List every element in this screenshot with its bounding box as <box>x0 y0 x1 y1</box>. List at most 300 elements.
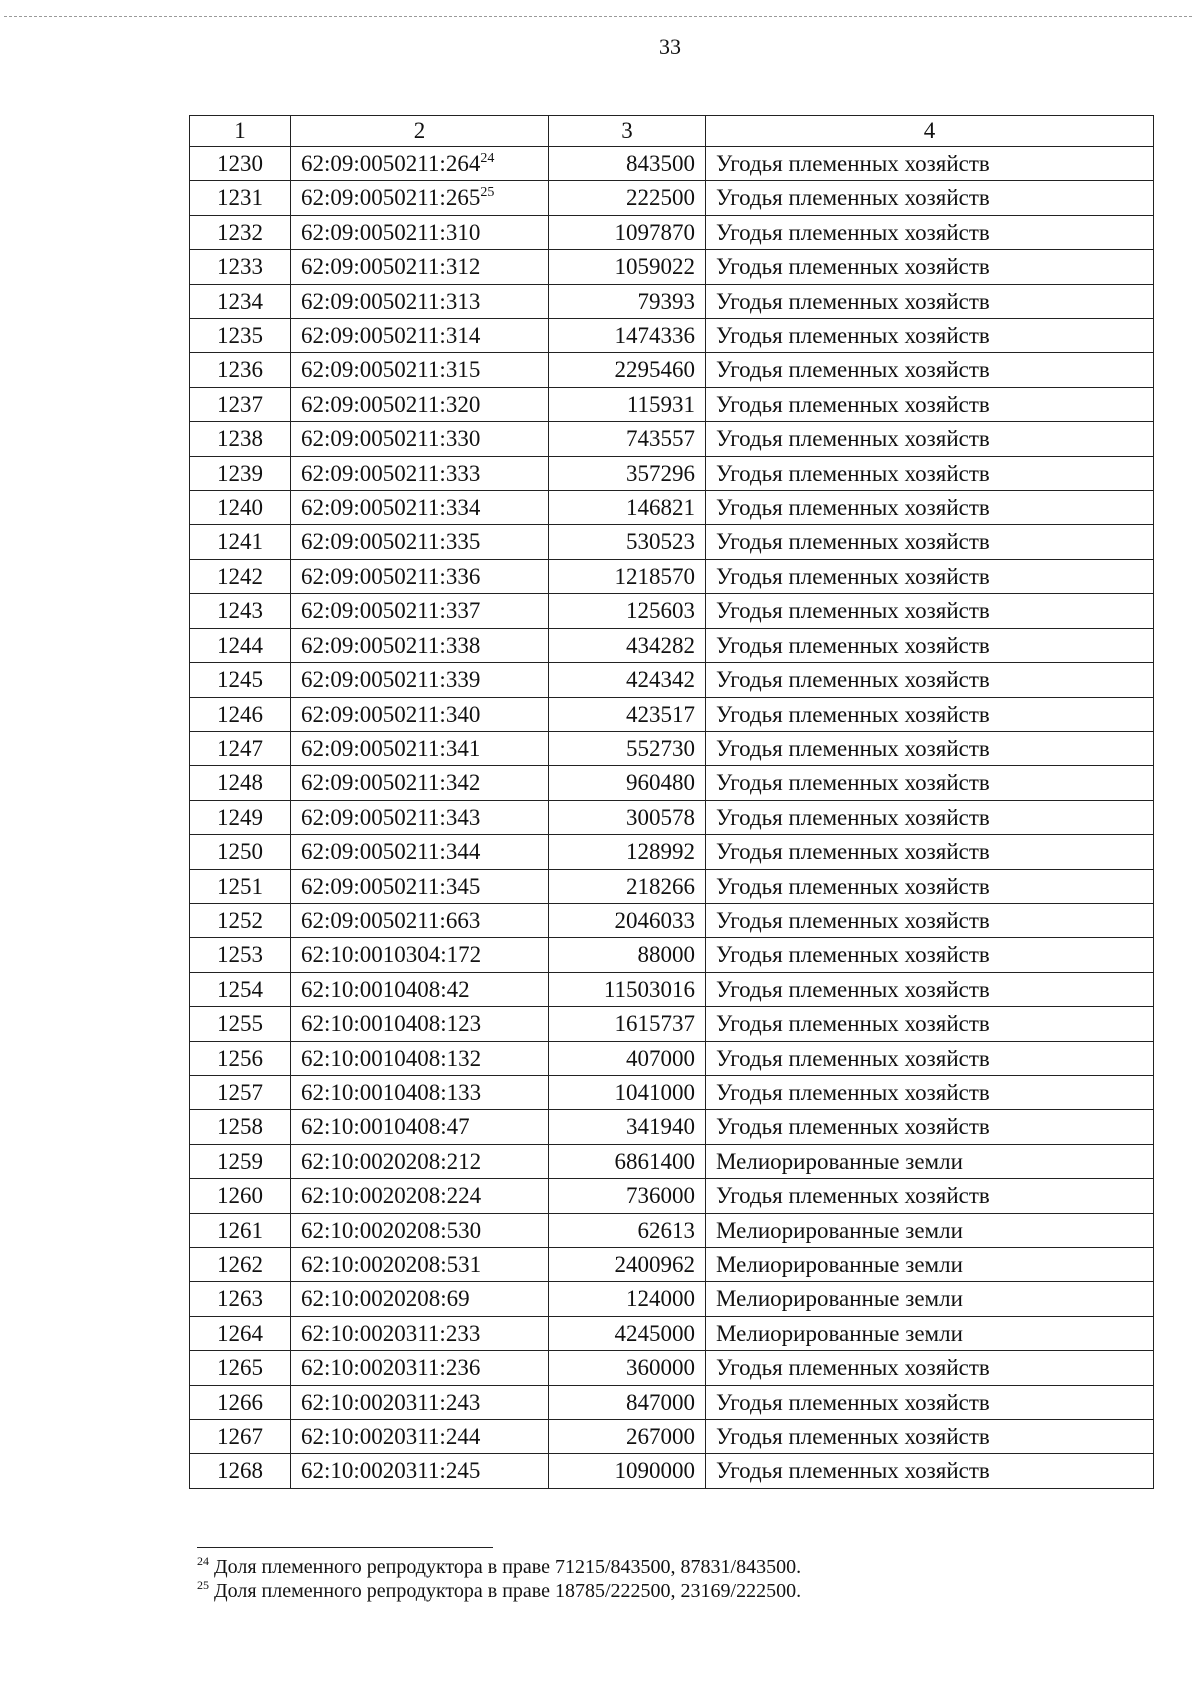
cadastral-number-cell <box>291 628 549 662</box>
land-category-cell <box>706 1213 1154 1247</box>
land-category-text: Мелиорированные земли <box>716 1217 963 1243</box>
cadastral-number-text: 62:10:0010408:133 <box>301 1079 482 1105</box>
area-cell <box>549 250 706 284</box>
area-cell <box>549 284 706 318</box>
cadastral-number-text: 62:09:0050211:337 <box>301 598 481 624</box>
area-text: 128992 <box>626 839 695 865</box>
cadastral-number-cell <box>291 972 549 1006</box>
cadastral-number-cell <box>291 387 549 421</box>
area-cell <box>549 1110 706 1144</box>
row-number-cell <box>190 422 291 456</box>
area-cell <box>549 1144 706 1178</box>
land-category-cell <box>706 594 1154 628</box>
row-number-text: 1248 <box>217 770 263 796</box>
table-header <box>190 116 1154 147</box>
row-number-cell <box>190 731 291 765</box>
row-number-text: 1244 <box>217 632 263 658</box>
row-number-text: 1252 <box>217 907 263 933</box>
table-row <box>190 353 1154 387</box>
land-category-text: Угодья племенных хозяйств <box>716 151 990 176</box>
footnote-marker: 25 <box>197 1578 209 1592</box>
cadastral-number-cell <box>291 1385 549 1419</box>
row-number-text: 1230 <box>217 151 263 176</box>
cadastral-number-cell <box>291 938 549 972</box>
row-number-text: 1251 <box>217 873 263 899</box>
table-row <box>190 1351 1154 1385</box>
column-header-3: 3 <box>549 116 706 147</box>
row-number-cell <box>190 284 291 318</box>
row-number-cell <box>190 835 291 869</box>
land-category-text: Угодья племенных хозяйств <box>716 426 990 452</box>
row-number-text: 1257 <box>217 1079 263 1105</box>
scan-top-rule <box>4 16 1192 17</box>
row-number-cell <box>190 697 291 731</box>
cadastral-number-cell <box>291 1454 549 1488</box>
cadastral-number-cell <box>291 731 549 765</box>
land-category-cell <box>706 147 1154 181</box>
row-number-text: 1264 <box>217 1320 263 1346</box>
row-number-text: 1260 <box>217 1183 263 1209</box>
cadastral-number-text: 62:09:0050211:310 <box>301 219 481 245</box>
area-text: 267000 <box>626 1424 695 1450</box>
land-category-cell <box>706 1179 1154 1213</box>
land-category-text: Угодья племенных хозяйств <box>716 1389 990 1415</box>
cadastral-number-cell <box>291 594 549 628</box>
area-cell <box>549 215 706 249</box>
cadastral-number-text: 62:10:0020208:531 <box>301 1252 482 1277</box>
land-category-text: Угодья племенных хозяйств <box>716 1114 990 1140</box>
cadastral-number-cell <box>291 1041 549 1075</box>
table-row <box>190 1179 1154 1213</box>
row-number-cell <box>190 800 291 834</box>
area-text: 357296 <box>626 460 695 486</box>
row-number-text: 1232 <box>217 219 263 245</box>
area-text: 1615737 <box>614 1011 695 1037</box>
row-number-cell <box>190 559 291 593</box>
land-category-cell <box>706 800 1154 834</box>
cadastral-number-text: 62:10:0020311:236 <box>301 1355 481 1381</box>
area-cell <box>549 1420 706 1454</box>
row-number-text: 1265 <box>217 1355 263 1381</box>
table-row <box>190 972 1154 1006</box>
land-category-text: Мелиорированные земли <box>716 1148 963 1174</box>
footnote-separator <box>197 1547 493 1548</box>
land-category-cell <box>706 731 1154 765</box>
area-cell <box>549 938 706 972</box>
area-text: 743557 <box>626 426 695 452</box>
table-row <box>190 594 1154 628</box>
cadastral-number-cell <box>291 1420 549 1454</box>
row-number-text: 1253 <box>217 942 263 968</box>
land-category-cell <box>706 938 1154 972</box>
footnote-marker: 24 <box>197 1554 209 1568</box>
land-category-text: Мелиорированные земли <box>716 1252 963 1277</box>
land-category-cell <box>706 697 1154 731</box>
land-category-cell <box>706 1316 1154 1350</box>
row-number-text: 1233 <box>217 254 263 280</box>
cadastral-number-text: 62:09:0050211:313 <box>301 288 481 314</box>
area-text: 125603 <box>626 598 695 624</box>
land-category-text: Угодья племенных хозяйств <box>716 701 990 727</box>
area-cell <box>549 663 706 697</box>
area-cell <box>549 1007 706 1041</box>
area-cell <box>549 1454 706 1488</box>
cadastral-number-text: 62:10:0020311:244 <box>301 1424 481 1450</box>
row-number-cell <box>190 628 291 662</box>
row-number-text: 1243 <box>217 598 263 624</box>
row-number-cell <box>190 1144 291 1178</box>
area-cell <box>549 1179 706 1213</box>
cadastral-number-cell <box>291 869 549 903</box>
land-category-text: Мелиорированные земли <box>716 1286 963 1312</box>
area-text: 530523 <box>626 529 695 555</box>
cadastral-number-text: 62:09:0050211:334 <box>301 495 481 521</box>
row-number-text: 1237 <box>217 391 263 417</box>
land-category-cell <box>706 1420 1154 1454</box>
area-text: 115931 <box>626 391 695 417</box>
land-category-cell <box>706 353 1154 387</box>
table-row <box>190 456 1154 490</box>
cadastral-number-cell <box>291 1110 549 1144</box>
area-cell <box>549 903 706 937</box>
table-row <box>190 800 1154 834</box>
cadastral-number-cell <box>291 147 549 181</box>
cadastral-number-cell <box>291 1282 549 1316</box>
row-number-cell <box>190 1454 291 1488</box>
table-row <box>190 1110 1154 1144</box>
cadastral-number-cell <box>291 422 549 456</box>
table-row <box>190 1248 1154 1282</box>
cadastral-number-cell <box>291 800 549 834</box>
cadastral-number-text: 62:09:0050211:343 <box>301 804 481 830</box>
cadastral-number-text: 62:09:0050211:339 <box>301 667 481 693</box>
cadastral-number-text: 62:10:0010408:47 <box>301 1114 470 1140</box>
area-text: 1041000 <box>614 1079 695 1105</box>
land-category-cell <box>706 1385 1154 1419</box>
row-number-text: 1242 <box>217 563 263 589</box>
footnote-text: Доля племенного репродуктора в праве 71215/843500, 87831/843500. <box>214 1556 802 1578</box>
cadastral-number-text: 62:09:0050211:338 <box>301 632 481 658</box>
table-row <box>190 250 1154 284</box>
row-number-text: 1250 <box>217 839 263 865</box>
row-number-cell <box>190 1420 291 1454</box>
area-text: 424342 <box>626 667 695 693</box>
land-category-text: Угодья племенных хозяйств <box>716 735 990 761</box>
land-category-cell <box>706 972 1154 1006</box>
land-category-cell <box>706 250 1154 284</box>
row-number-cell <box>190 250 291 284</box>
area-text: 736000 <box>626 1183 695 1209</box>
row-number-text: 1268 <box>217 1458 263 1484</box>
cadastral-number-text: 62:10:0020208:530 <box>301 1217 482 1243</box>
area-text: 6861400 <box>614 1148 695 1174</box>
row-number-cell <box>190 1007 291 1041</box>
area-text: 1090000 <box>614 1458 695 1484</box>
row-number-text: 1255 <box>217 1011 263 1037</box>
area-text: 847000 <box>626 1389 695 1415</box>
area-text: 124000 <box>626 1286 695 1312</box>
land-category-cell <box>706 284 1154 318</box>
area-cell <box>549 559 706 593</box>
land-category-cell <box>706 525 1154 559</box>
cadastral-number-cell <box>291 697 549 731</box>
cadastral-number-text: 62:09:0050211:663 <box>301 907 481 933</box>
land-category-text: Угодья племенных хозяйств <box>716 495 990 521</box>
cadastral-number-text: 62:09:0050211:314 <box>301 323 481 349</box>
area-cell <box>549 1075 706 1109</box>
area-text: 146821 <box>626 495 695 521</box>
table-row <box>190 422 1154 456</box>
table-row <box>190 1213 1154 1247</box>
land-category-text: Угодья племенных хозяйств <box>716 1183 990 1209</box>
cadastral-number-text: 62:09:0050211:335 <box>301 529 481 555</box>
row-number-text: 1235 <box>217 323 263 349</box>
row-number-cell <box>190 1110 291 1144</box>
land-category-cell <box>706 766 1154 800</box>
area-cell <box>549 353 706 387</box>
land-category-cell <box>706 1007 1154 1041</box>
row-number-cell <box>190 972 291 1006</box>
area-text: 218266 <box>626 873 695 899</box>
table-row <box>190 559 1154 593</box>
land-category-text: Угодья племенных хозяйств <box>716 1355 990 1381</box>
land-category-cell <box>706 181 1154 215</box>
area-cell <box>549 594 706 628</box>
land-category-cell <box>706 628 1154 662</box>
land-category-cell <box>706 491 1154 525</box>
row-number-cell <box>190 1282 291 1316</box>
row-number-text: 1241 <box>217 529 263 555</box>
area-text: 407000 <box>626 1045 695 1071</box>
table-row <box>190 215 1154 249</box>
table-row <box>190 903 1154 937</box>
row-number-cell <box>190 1385 291 1419</box>
row-number-text: 1245 <box>217 667 263 693</box>
cadastral-number-cell <box>291 903 549 937</box>
cadastral-number-text: 62:10:0020311:243 <box>301 1389 481 1415</box>
area-text: 62613 <box>637 1217 695 1243</box>
area-text: 2295460 <box>614 357 695 383</box>
land-category-text: Угодья племенных хозяйств <box>716 219 990 245</box>
row-number-cell <box>190 147 291 181</box>
table-row <box>190 387 1154 421</box>
cadastral-number-text: 62:09:0050211:342 <box>301 770 481 796</box>
table-row <box>190 181 1154 215</box>
cadastral-number-text: 62:09:0050211:336 <box>301 563 481 589</box>
table-row <box>190 869 1154 903</box>
row-number-text: 1234 <box>217 288 263 314</box>
table-row <box>190 663 1154 697</box>
cadastral-number-cell <box>291 835 549 869</box>
column-header-4: 4 <box>706 116 1154 147</box>
area-text: 552730 <box>626 735 695 761</box>
row-number-cell <box>190 491 291 525</box>
land-category-text: Угодья племенных хозяйств <box>716 185 990 211</box>
footnote-text: Доля племенного репродуктора в праве 18785/222500, 23169/222500. <box>214 1580 802 1602</box>
area-text: 2046033 <box>614 907 695 933</box>
area-cell <box>549 835 706 869</box>
land-category-cell <box>706 215 1154 249</box>
land-category-text: Угодья племенных хозяйств <box>716 288 990 314</box>
row-number-cell <box>190 525 291 559</box>
row-number-text: 1238 <box>217 426 263 452</box>
cadastral-number-text: 62:09:0050211:333 <box>301 460 481 486</box>
cadastral-number-text: 62:09:0050211:265 <box>301 185 481 211</box>
cadastral-number-cell <box>291 1007 549 1041</box>
column-header-2: 2 <box>291 116 549 147</box>
cadastral-number-text: 62:10:0020208:224 <box>301 1183 482 1209</box>
area-cell <box>549 972 706 1006</box>
land-category-text: Угодья племенных хозяйств <box>716 254 990 280</box>
cadastral-number-cell <box>291 353 549 387</box>
cadastral-number-text: 62:09:0050211:320 <box>301 391 481 417</box>
row-number-text: 1262 <box>217 1252 263 1277</box>
cadastral-number-text: 62:09:0050211:341 <box>301 735 481 761</box>
cadastral-number-text: 62:10:0010304:172 <box>301 942 482 968</box>
area-cell <box>549 869 706 903</box>
land-category-cell <box>706 663 1154 697</box>
row-number-cell <box>190 663 291 697</box>
land-category-text: Угодья племенных хозяйств <box>716 598 990 624</box>
area-cell <box>549 731 706 765</box>
footnote-25 <box>197 1579 1097 1603</box>
land-category-text: Угодья племенных хозяйств <box>716 1045 990 1071</box>
row-number-cell <box>190 1213 291 1247</box>
area-cell <box>549 387 706 421</box>
land-category-text: Угодья племенных хозяйств <box>716 667 990 693</box>
cadastral-number-cell <box>291 456 549 490</box>
row-number-cell <box>190 869 291 903</box>
land-category-text: Угодья племенных хозяйств <box>716 907 990 933</box>
land-category-cell <box>706 1351 1154 1385</box>
row-number-cell <box>190 938 291 972</box>
area-text: 4245000 <box>614 1320 695 1346</box>
row-number-text: 1261 <box>217 1217 263 1243</box>
row-number-cell <box>190 1075 291 1109</box>
row-number-cell <box>190 766 291 800</box>
area-cell <box>549 1385 706 1419</box>
row-number-cell <box>190 1351 291 1385</box>
row-number-cell <box>190 181 291 215</box>
area-cell <box>549 1041 706 1075</box>
land-category-cell <box>706 835 1154 869</box>
cadastral-number-cell <box>291 525 549 559</box>
row-number-text: 1256 <box>217 1045 263 1071</box>
row-number-cell <box>190 319 291 353</box>
cadastral-number-cell <box>291 1075 549 1109</box>
land-category-text: Угодья племенных хозяйств <box>716 632 990 658</box>
area-text: 300578 <box>626 804 695 830</box>
land-category-cell <box>706 1248 1154 1282</box>
table-row <box>190 491 1154 525</box>
land-category-text: Угодья племенных хозяйств <box>716 357 990 383</box>
area-text: 11503016 <box>603 976 695 1002</box>
cadastral-number-text: 62:10:0010408:42 <box>301 976 470 1002</box>
table-row <box>190 1041 1154 1075</box>
area-cell <box>549 181 706 215</box>
row-number-cell <box>190 594 291 628</box>
area-cell <box>549 491 706 525</box>
cadastral-number-cell <box>291 215 549 249</box>
land-category-text: Угодья племенных хозяйств <box>716 873 990 899</box>
area-text: 423517 <box>626 701 695 727</box>
row-number-text: 1246 <box>217 701 263 727</box>
row-number-cell <box>190 1248 291 1282</box>
cadastral-number-cell <box>291 1351 549 1385</box>
area-cell <box>549 147 706 181</box>
land-category-text: Угодья племенных хозяйств <box>716 1458 990 1484</box>
cadastral-number-text: 62:09:0050211:330 <box>301 426 481 452</box>
table-row <box>190 319 1154 353</box>
area-text: 960480 <box>626 770 695 796</box>
land-register-sheet <box>189 115 1154 1489</box>
area-cell <box>549 1282 706 1316</box>
land-category-cell <box>706 869 1154 903</box>
footnote-reference: 24 <box>480 151 495 166</box>
row-number-cell <box>190 1316 291 1350</box>
cadastral-number-cell <box>291 1248 549 1282</box>
land-category-text: Угодья племенных хозяйств <box>716 323 990 349</box>
cadastral-number-text: 62:10:0010408:132 <box>301 1045 482 1071</box>
area-text: 79393 <box>637 288 695 314</box>
land-category-cell <box>706 1282 1154 1316</box>
table-row <box>190 731 1154 765</box>
area-cell <box>549 1351 706 1385</box>
row-number-text: 1247 <box>217 735 263 761</box>
cadastral-number-text: 62:10:0020311:245 <box>301 1458 481 1484</box>
land-category-text: Угодья племенных хозяйств <box>716 1424 990 1450</box>
land-category-text: Угодья племенных хозяйств <box>716 391 990 417</box>
table-row <box>190 1454 1154 1488</box>
land-category-text: Угодья племенных хозяйств <box>716 1011 990 1037</box>
cadastral-number-cell <box>291 663 549 697</box>
cadastral-number-text: 62:10:0020208:212 <box>301 1148 482 1174</box>
cadastral-number-text: 62:10:0020208:69 <box>301 1286 470 1312</box>
land-category-cell <box>706 1144 1154 1178</box>
row-number-cell <box>190 353 291 387</box>
table-row <box>190 284 1154 318</box>
row-number-text: 1239 <box>217 460 263 486</box>
land-register-table <box>189 115 1154 1489</box>
cadastral-number-text: 62:09:0050211:315 <box>301 357 481 383</box>
land-category-text: Мелиорированные земли <box>716 1320 963 1346</box>
row-number-cell <box>190 215 291 249</box>
row-number-text: 1267 <box>217 1424 263 1450</box>
area-cell <box>549 456 706 490</box>
area-text: 2400962 <box>614 1252 695 1277</box>
land-category-cell <box>706 1075 1154 1109</box>
cadastral-number-cell <box>291 1316 549 1350</box>
area-cell <box>549 800 706 834</box>
cadastral-number-text: 62:09:0050211:264 <box>301 151 481 176</box>
area-cell <box>549 628 706 662</box>
cadastral-number-cell <box>291 319 549 353</box>
table-body <box>190 147 1154 1489</box>
table-row <box>190 835 1154 869</box>
land-category-text: Угодья племенных хозяйств <box>716 804 990 830</box>
land-category-cell <box>706 319 1154 353</box>
cadastral-number-text: 62:09:0050211:344 <box>301 839 481 865</box>
cadastral-number-text: 62:09:0050211:312 <box>301 254 481 280</box>
row-number-cell <box>190 903 291 937</box>
table-row <box>190 1075 1154 1109</box>
land-category-text: Угодья племенных хозяйств <box>716 839 990 865</box>
cadastral-number-text: 62:09:0050211:345 <box>301 873 481 899</box>
footnotes <box>197 1555 1097 1603</box>
footnote-24 <box>197 1555 1097 1579</box>
row-number-text: 1263 <box>217 1286 263 1312</box>
land-category-text: Угодья племенных хозяйств <box>716 460 990 486</box>
